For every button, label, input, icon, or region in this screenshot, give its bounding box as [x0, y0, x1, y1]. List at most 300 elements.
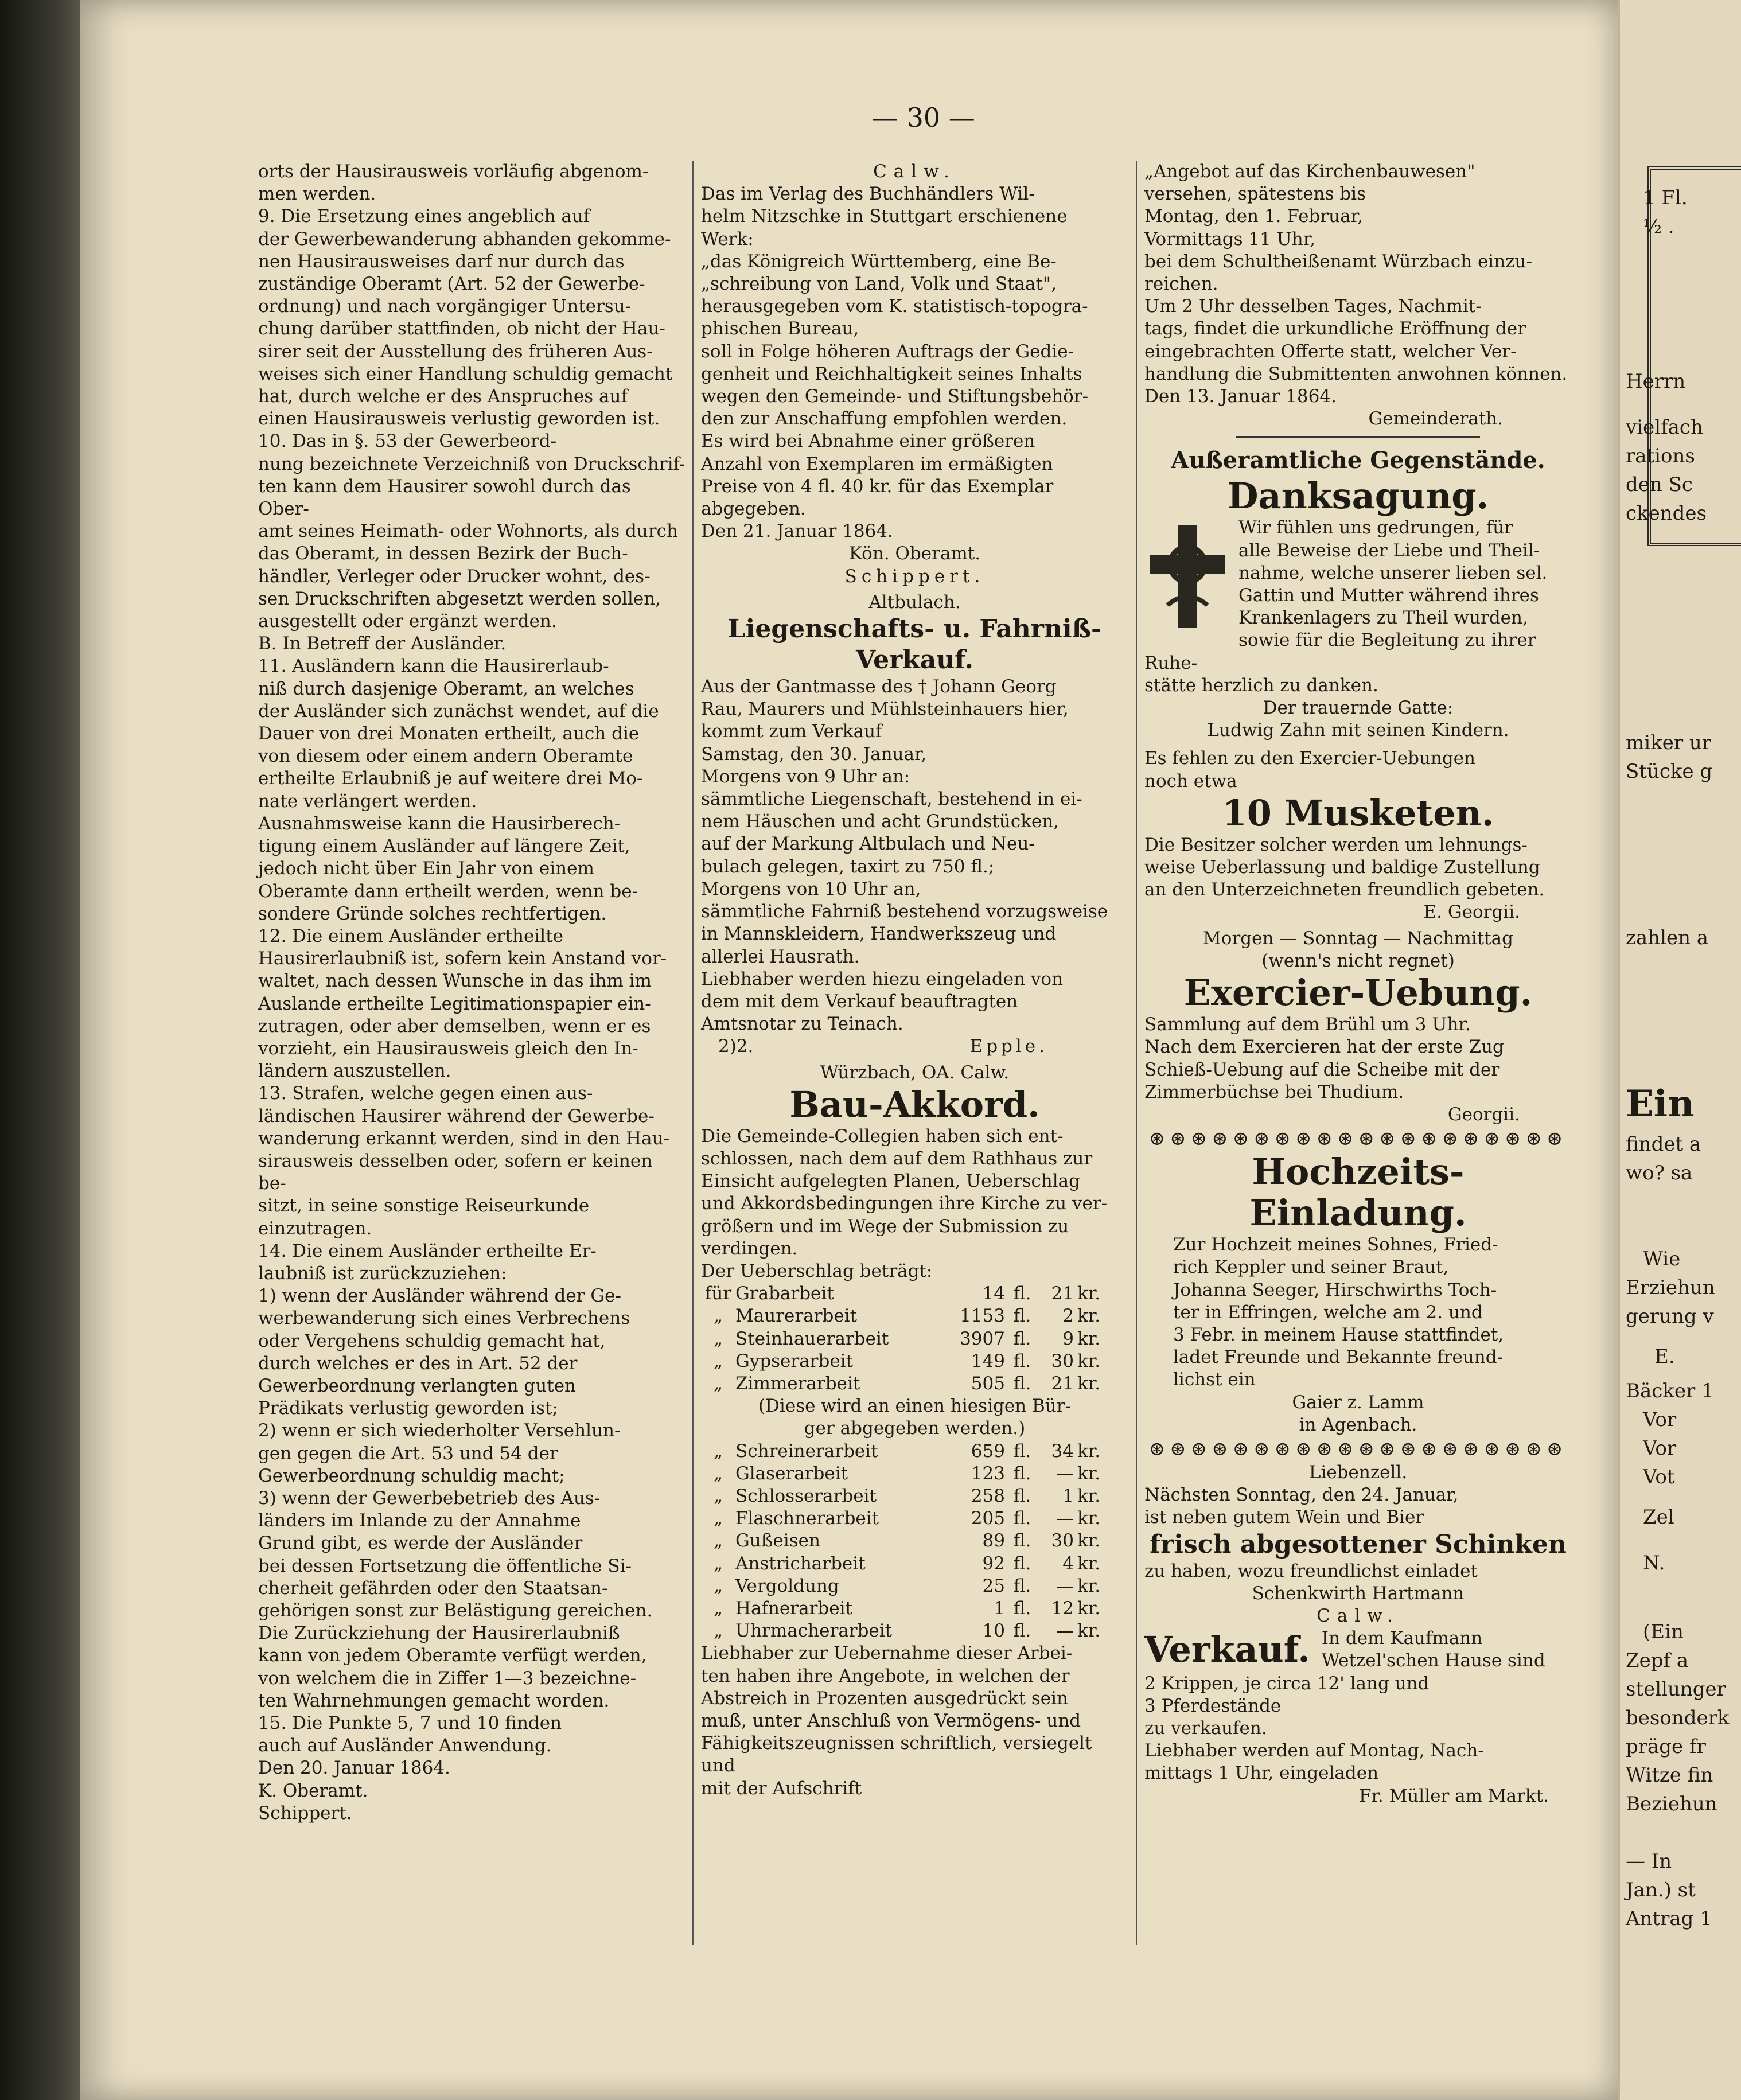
text-line: Gewerbeordnung schuldig macht; [258, 1465, 565, 1486]
text-line: ten kann dem Hausirer sowohl durch das Ober- [258, 476, 631, 520]
text-line: Nächsten Sonntag, den 24. Januar, [1144, 1485, 1459, 1506]
wuerzbach-notice-text [701, 1125, 1128, 1283]
cost-item: Grabarbeit [735, 1283, 834, 1304]
adjacent-text-fragment: Erziehun [1626, 1276, 1715, 1299]
adjacent-text-fragment: (Ein [1643, 1620, 1684, 1643]
text-line: „das Königreich Württemberg, eine Be- [701, 251, 1057, 272]
musketen-text [1144, 834, 1572, 902]
wuerzbach-title: Bau-Akkord. [789, 1083, 1040, 1125]
cost-item: Vergoldung [735, 1575, 839, 1596]
text-line: Auslande ertheilte Legitimationspapier ein- [258, 993, 651, 1014]
text-line: 2) wenn er sich wiederholter Versehlun- [258, 1420, 621, 1441]
cost-prefix: „ [713, 1575, 723, 1596]
cost-prefix: „ [713, 1440, 723, 1462]
unit-fl: fl. [1013, 1598, 1031, 1619]
text-line: Liebhaber werden hiezu eingeladen von [701, 968, 1064, 989]
adjacent-text-fragment: Witze fin [1626, 1764, 1713, 1787]
text-line: Gewerbeordnung verlangten guten [258, 1375, 577, 1396]
text-line: chung darüber stattfinden, ob nicht der Hau- [258, 318, 665, 340]
text-line: sen Druckschriften abgesetzt werden sollen, [258, 588, 661, 609]
cost-gulden: 505 [971, 1373, 1005, 1394]
cost-kreuzer: 9 [1062, 1328, 1074, 1349]
cost-row [701, 1283, 1128, 1305]
column-2 [701, 161, 1128, 1800]
text-line: und Akkordsbedingungen ihre Kirche zu ver- [701, 1193, 1108, 1214]
text-line: zuständige Oberamt (Art. 52 der Gewerbe- [258, 274, 645, 295]
text-line: Den 21. Januar 1864. [701, 521, 893, 542]
cost-gulden: 659 [971, 1440, 1005, 1462]
verkauf-title: Verkauf. [1144, 1628, 1310, 1671]
cost-gulden: 25 [982, 1575, 1005, 1596]
text-line: niß durch dasjenige Oberamt, an welches [258, 678, 634, 699]
text-line: tigung einem Ausländer auf längere Zeit, [258, 836, 630, 857]
text-line: 12. Die einem Ausländer ertheilte [258, 925, 563, 946]
cost-row [701, 1553, 1128, 1575]
adjacent-text-fragment: vielfach [1626, 416, 1703, 439]
cost-row [701, 1463, 1128, 1485]
text-line: Rau, Maurers und Mühlsteinhauers hier, [701, 699, 1069, 720]
adjacent-text-fragment: Antrag 1 [1626, 1907, 1712, 1930]
cost-gulden: 89 [982, 1530, 1005, 1552]
cost-prefix: „ [713, 1598, 723, 1619]
adjacent-text-fragment: 1 Fl. [1643, 186, 1688, 209]
text-line: eingebrachten Offerte statt, welcher Ver- [1144, 341, 1517, 362]
column-rule-1 [692, 161, 694, 1945]
text-line: Das im Verlag des Buchhändlers Wil- [701, 184, 1035, 205]
calw-signature-office: Kön. Oberamt. [848, 543, 981, 564]
text-line: 2 Krippen, je circa 12' lang und [1144, 1673, 1430, 1694]
text-line: ertheilte Erlaubniß je auf weitere drei Mo- [258, 768, 643, 789]
cost-row [701, 1440, 1128, 1463]
text-line: Vormittags 11 Uhr, [1144, 228, 1315, 250]
text-line: amt seines Heimath- oder Wohnorts, als durch [258, 521, 678, 542]
text-line: rich Keppler und seiner Braut, [1173, 1257, 1449, 1278]
text-line: ist neben gutem Wein und Bier [1144, 1507, 1424, 1528]
text-line: werbewanderung sich eines Verbrechens [258, 1308, 630, 1329]
wuerzbach-notice-text-2 [701, 1642, 1128, 1799]
cost-row [701, 1373, 1128, 1395]
text-line: den zur Anschaffung empfohlen werden. [701, 408, 1068, 430]
text-line: Johanna Seeger, Hirschwirths Toch- [1173, 1279, 1497, 1300]
unit-fl: fl. [1013, 1530, 1031, 1552]
text-line: Wetzel'schen Hause sind [1321, 1650, 1545, 1672]
unit-fl: fl. [1013, 1306, 1031, 1327]
unit-fl: fl. [1013, 1373, 1031, 1394]
unit-fl: fl. [1013, 1508, 1031, 1529]
text-line: dem mit dem Verkauf beauftragten [701, 991, 1018, 1012]
text-line: an den Unterzeichneten freundlich gebeten. [1144, 879, 1545, 901]
text-line: abgegeben. [701, 498, 806, 520]
text-line: men werden. [258, 184, 376, 205]
text-line: Amtsnotar zu Teinach. [701, 1014, 903, 1035]
text-line: Zimmerbüchse bei Thudium. [1144, 1081, 1404, 1102]
cost-kreuzer: 1 [1062, 1485, 1074, 1506]
text-line: verdingen. [701, 1238, 798, 1259]
adjacent-text-fragment: Wie [1643, 1248, 1681, 1271]
text-line: „schreibung von Land, Volk und Staat", [701, 274, 1057, 295]
unit-fl: fl. [1013, 1328, 1031, 1349]
text-line: Aus der Gantmasse des † Johann Georg [701, 676, 1057, 698]
text-line: B. In Betreff der Ausländer. [258, 633, 507, 654]
text-line: Fähigkeitszeugnissen schriftlich, versiegelt und [701, 1733, 1092, 1776]
text-line: 9. Die Ersetzung eines angeblich auf [258, 206, 590, 227]
text-line: orts der Hausirausweis vorläufig abgenom- [258, 161, 649, 182]
danksagung-signature-1: Der trauernde Gatte: [1263, 698, 1454, 719]
text-line: soll in Folge höheren Auftrags der Gedie- [701, 341, 1074, 362]
memorial-cross-icon [1144, 519, 1230, 634]
cost-item: Gypserarbeit [735, 1350, 854, 1372]
adjacent-text-fragment: E. [1654, 1345, 1675, 1368]
adjacent-text-fragment: gerung v [1626, 1305, 1714, 1328]
text-line: Es wird bei Abnahme einer größeren [701, 431, 1035, 452]
text-line: gehörigen sonst zur Belästigung gereichen. [258, 1600, 653, 1621]
text-line: auf der Markung Altbulach und Neu- [701, 833, 1035, 855]
text-line: von welchem die in Ziffer 1—3 bezeichne- [258, 1667, 637, 1689]
cost-row [701, 1620, 1128, 1642]
verkauf-place: Calw. [1317, 1605, 1400, 1626]
cost-row [701, 1485, 1128, 1507]
altbulach-notice-text [701, 676, 1128, 1035]
cost-gulden: 205 [971, 1508, 1005, 1529]
cost-prefix: „ [713, 1553, 723, 1574]
text-line: herausgegeben vom K. statistisch-topogra- [701, 296, 1088, 317]
page-number: — 30 — [872, 102, 975, 133]
text-line: Morgens von 10 Uhr an, [701, 878, 921, 899]
text-line: oder Vergehens schuldig gemacht hat, [258, 1330, 606, 1351]
adjacent-text-fragment: wo? sa [1626, 1162, 1693, 1185]
cost-kreuzer: 4 [1062, 1553, 1074, 1574]
text-line: ter in Effringen, welche am 2. und [1173, 1302, 1483, 1323]
text-line: Wir fühlen uns gedrungen, für [1238, 517, 1513, 539]
text-line: Schieß-Uebung auf die Scheibe mit der [1144, 1059, 1500, 1080]
text-line: bei dem Schultheißenamt Würzbach einzu- [1144, 251, 1532, 272]
text-line: ländern auszustellen. [258, 1061, 451, 1082]
column-rule-2 [1136, 161, 1137, 1945]
calw-heading: Calw. [873, 161, 956, 182]
hochzeit-text [1144, 1234, 1572, 1391]
text-line: Morgen — Sonntag — Nachmittag [1203, 928, 1513, 949]
text-line: Die Besitzer solcher werden um lehnungs- [1144, 834, 1528, 855]
adjacent-text-fragment: präge fr [1626, 1735, 1706, 1758]
text-line: helm Nitzschke in Stuttgart erschienene [701, 206, 1068, 227]
text-line: Oberamte dann ertheilt werden, wenn be- [258, 880, 638, 902]
cost-gulden: 258 [971, 1485, 1005, 1506]
cost-item: Schlosserarbeit [735, 1485, 877, 1506]
unit-kr: kr. [1077, 1440, 1101, 1462]
unit-kr: kr. [1077, 1283, 1101, 1304]
liebenzell-text [1144, 1484, 1572, 1529]
cost-prefix: „ [713, 1620, 723, 1642]
cost-table-continued [701, 1440, 1128, 1643]
text-line: ordnung) und nach vorgängiger Untersu- [258, 296, 632, 317]
text-line: kommt zum Verkauf [701, 721, 882, 742]
cost-item: Glaserarbeit [735, 1463, 848, 1484]
cost-kreuzer: 30 [1051, 1350, 1074, 1372]
adjacent-text-fragment: Jan.) st [1626, 1879, 1696, 1902]
text-line: Die Gemeinde-Collegien haben sich ent- [701, 1125, 1064, 1147]
danksagung-signature-2: Ludwig Zahn mit seinen Kindern. [1207, 720, 1509, 741]
text-line: das Oberamt, in dessen Bezirk der Buch- [258, 543, 628, 564]
text-line: Werk: [701, 228, 754, 250]
danksagung-title: Danksagung. [1227, 475, 1489, 517]
ornament-border-bottom: ⊛⊛⊛⊛⊛⊛⊛⊛⊛⊛⊛⊛⊛⊛⊛⊛⊛⊛⊛⊛ [1148, 1437, 1568, 1460]
adjacent-text-fragment: zahlen a [1626, 926, 1709, 949]
musketen-intro [1144, 747, 1572, 792]
adjacent-page [1618, 0, 1741, 2100]
unit-fl: fl. [1013, 1553, 1031, 1574]
text-line: Prädikats verlustig geworden ist; [258, 1398, 558, 1419]
cost-item: Zimmerarbeit [735, 1373, 860, 1394]
cost-gulden: 1 [994, 1598, 1005, 1619]
adjacent-text-fragment: — In [1626, 1850, 1672, 1873]
text-line: einen Hausirausweis verlustig geworden ist. [258, 408, 660, 430]
text-line: händler, Verleger oder Drucker wohnt, des- [258, 566, 651, 587]
cost-item: Maurerarbeit [735, 1306, 858, 1327]
adjacent-text-fragment: Zel [1643, 1506, 1674, 1529]
text-line: ausgestellt oder ergänzt werden. [258, 611, 557, 632]
text-line: Morgens von 9 Uhr an: [701, 766, 910, 787]
verkauf-header [1144, 1627, 1572, 1672]
adjacent-text-fragment: besonderk [1626, 1707, 1730, 1729]
text-line: Abstreich in Prozenten ausgedrückt sein [701, 1688, 1068, 1709]
wuerzbach-notice-continued [1144, 161, 1572, 408]
text-line: ladet Freunde und Bekannte freund- [1173, 1347, 1504, 1368]
text-line: Montag, den 1. Februar, [1144, 206, 1363, 227]
altbulach-sig-left: 2)2. [718, 1036, 754, 1057]
text-line: weises sich einer Handlung schuldig gemacht [258, 363, 673, 384]
exercier-signature: Georgii. [1447, 1104, 1520, 1125]
column-3 [1144, 161, 1572, 1807]
text-line: phischen Bureau, [701, 318, 859, 340]
text-line: sondere Gründe solches rechtfertigen. [258, 903, 607, 924]
cost-gulden: 123 [971, 1463, 1005, 1484]
text-line: in Mannskleidern, Handwerkszeug und [701, 924, 1057, 945]
ornament-border-top: ⊛⊛⊛⊛⊛⊛⊛⊛⊛⊛⊛⊛⊛⊛⊛⊛⊛⊛⊛⊛ [1148, 1127, 1568, 1151]
text-line: Sammlung auf dem Brühl um 3 Uhr. [1144, 1014, 1471, 1035]
exercier-title: Exercier-Uebung. [1183, 972, 1533, 1014]
cost-item: Uhrmacherarbeit [735, 1620, 893, 1642]
unit-kr: kr. [1077, 1350, 1101, 1372]
musketen-signature: E. Georgii. [1423, 902, 1520, 923]
text-line: nahme, welche unserer lieben sel. [1238, 562, 1548, 583]
text-line: Der Ueberschlag beträgt: [701, 1260, 933, 1281]
unit-fl: fl. [1013, 1283, 1031, 1304]
text-line: stätte herzlich zu danken. [1144, 675, 1378, 696]
text-line: nate verlängert werden. [258, 790, 477, 812]
text-line: auch auf Ausländer Anwendung. [258, 1735, 552, 1756]
text-line: 15. Die Punkte 5, 7 und 10 finden [258, 1713, 562, 1734]
altbulach-place: Altbulach. [868, 591, 961, 613]
liebenzell-place: Liebenzell. [1308, 1462, 1408, 1483]
cost-prefix: „ [713, 1373, 723, 1394]
text-line: Die Zurückziehung der Hausirerlaubniß [258, 1623, 620, 1644]
text-line: wegen den Gemeinde- und Stiftungsbehör- [701, 386, 1089, 407]
text-line: Zur Hochzeit meines Sohnes, Fried- [1173, 1234, 1498, 1256]
text-line: schlossen, nach dem auf dem Rathhaus zur [701, 1148, 1093, 1169]
unit-kr: kr. [1077, 1485, 1101, 1506]
adjacent-text-fragment: Stücke g [1626, 760, 1713, 783]
musketen-title: 10 Musketen. [1222, 792, 1494, 834]
adjacent-text-fragment: ckendes [1626, 502, 1707, 525]
text-line: Dauer von drei Monaten ertheilt, auch die [258, 723, 640, 745]
cost-gulden: 3907 [960, 1328, 1005, 1349]
text-line: der Ausländer sich zunächst wendet, auf die [258, 700, 659, 722]
cost-kreuzer: — [1056, 1508, 1074, 1529]
text-line: sämmtliche Liegenschaft, bestehend in ei- [701, 789, 1082, 810]
adjacent-text-fragment: Vot [1643, 1466, 1675, 1489]
unit-kr: kr. [1077, 1463, 1101, 1484]
text-line: (Diese wird an einen hiesigen Bür- [758, 1396, 1072, 1417]
text-line: ten Wahrnehmungen gemacht worden. [258, 1690, 610, 1711]
unit-fl: fl. [1013, 1350, 1031, 1372]
cost-prefix: für [704, 1283, 732, 1304]
unit-fl: fl. [1013, 1463, 1031, 1484]
cost-gulden: 10 [982, 1620, 1005, 1642]
text-line: Gattin und Mutter während ihres [1238, 585, 1539, 606]
text-line: sämmtliche Fahrniß bestehend vorzugsweise [701, 901, 1108, 922]
adjacent-text-fragment: Beziehun [1626, 1793, 1717, 1815]
text-line: sitzt, in seine sonstige Reiseurkunde einzutragen. [258, 1195, 590, 1239]
text-line: sirausweis desselben oder, sofern er keinen be- [258, 1150, 653, 1194]
unit-fl: fl. [1013, 1575, 1031, 1596]
text-line: Schippert. [258, 1802, 352, 1824]
text-line: cherheit gefährden oder den Staatsan- [258, 1577, 608, 1599]
text-line: Anzahl von Exemplaren im ermäßigten [701, 453, 1053, 474]
danksagung-block [1144, 517, 1572, 697]
text-line: mittags 1 Uhr, eingeladen [1144, 1763, 1379, 1784]
text-line: handlung die Submittenten anwohnen können. [1144, 363, 1568, 384]
text-line: lichst ein [1173, 1369, 1256, 1390]
cost-prefix: „ [713, 1508, 723, 1529]
adjacent-text-fragment: findet a [1626, 1133, 1701, 1156]
adjacent-text-fragment: ½ . [1643, 215, 1674, 238]
verkauf-side-text [1322, 1627, 1545, 1672]
text-line: 3 Febr. in meinem Hause stattfindet, [1173, 1324, 1504, 1345]
adjacent-text-fragment: Vor [1643, 1437, 1677, 1460]
unit-kr: kr. [1077, 1328, 1101, 1349]
text-line: nem Häuschen und acht Grundstücken, [701, 811, 1060, 832]
adjacent-text-fragment: Herrn [1626, 370, 1686, 393]
text-line: Ausnahmsweise kann die Hausirberech- [258, 813, 621, 834]
text-line: Den 20. Januar 1864. [258, 1758, 450, 1779]
cost-prefix: „ [713, 1306, 723, 1327]
text-line: 3) wenn der Gewerbebetrieb des Aus- [258, 1487, 601, 1509]
text-line: Einsicht aufgelegten Planen, Ueberschlag [701, 1171, 1081, 1192]
cost-kreuzer: — [1056, 1620, 1074, 1642]
text-line: durch welches er des in Art. 52 der [258, 1353, 578, 1374]
text-line: größern und im Wege der Submission zu [701, 1215, 1069, 1237]
text-line: zu haben, wozu freundlichst einladet [1144, 1560, 1478, 1581]
text-line: jedoch nicht über Ein Jahr von einem [258, 858, 594, 879]
altbulach-title: Liegenschafts- u. Fahrniß-Verkauf. [727, 614, 1102, 675]
cost-gulden: 149 [971, 1350, 1005, 1372]
cost-kreuzer: 12 [1051, 1598, 1074, 1619]
text-line: waltet, nach dessen Wunsche in das ihm im [258, 971, 652, 992]
cost-table [701, 1283, 1128, 1395]
text-line: Um 2 Uhr desselben Tages, Nachmit- [1144, 296, 1482, 317]
text-line: Grund gibt, es werde der Ausländer [258, 1533, 583, 1554]
cost-item: Gußeisen [735, 1530, 820, 1552]
text-line: Es fehlen zu den Exercier-Uebungen [1144, 748, 1476, 769]
text-line: wanderung erkannt werden, sind in den Hau- [258, 1128, 670, 1149]
hochzeit-signature-2: in Agenbach. [1299, 1414, 1417, 1435]
unit-fl: fl. [1013, 1620, 1031, 1642]
text-line: versehen, spätestens bis [1144, 184, 1366, 205]
cost-kreuzer: 30 [1051, 1530, 1074, 1552]
cost-row [701, 1328, 1128, 1350]
text-line: laubniß ist zurückzuziehen: [258, 1263, 507, 1284]
verkauf-text [1144, 1673, 1572, 1785]
calw-notice-text [701, 183, 1128, 543]
text-line: 1) wenn der Ausländer während der Ge- [258, 1285, 621, 1307]
text-line: ger abgegeben werden.) [804, 1418, 1026, 1439]
exercier-intro [1144, 928, 1572, 972]
cost-table-note [701, 1395, 1128, 1440]
cost-kreuzer: 2 [1062, 1306, 1074, 1327]
cost-prefix: „ [713, 1485, 723, 1506]
text-line: Liebhaber zur Uebernahme dieser Arbei- [701, 1643, 1073, 1664]
text-line: vorzieht, ein Hausirausweis gleich den In- [258, 1038, 638, 1059]
section-heading: Außeramtliche Gegenstände. [1171, 447, 1545, 474]
cost-item: Schreinerarbeit [735, 1440, 878, 1462]
adjacent-text-fragment: miker ur [1626, 731, 1712, 754]
hochzeit-signature-1: Gaier z. Lamm [1292, 1392, 1424, 1413]
text-line: In dem Kaufmann [1321, 1628, 1483, 1649]
cost-prefix: „ [713, 1350, 723, 1372]
text-line: gen gegen die Art. 53 und 54 der [258, 1443, 558, 1464]
text-line: tags, findet die urkundliche Eröffnung der [1144, 318, 1526, 340]
calw-signature-name: Schippert. [844, 566, 985, 587]
text-line: 13. Strafen, welche gegen einen aus- [258, 1083, 593, 1104]
text-line: ten haben ihre Angebote, in welchen der [701, 1665, 1070, 1686]
cost-row [701, 1507, 1128, 1530]
cost-prefix: „ [713, 1328, 723, 1349]
cost-kreuzer: — [1056, 1463, 1074, 1484]
verkauf-signature: Fr. Müller am Markt. [1358, 1785, 1549, 1806]
cost-item: Anstricharbeit [735, 1553, 866, 1574]
adjacent-text-fragment: Bäcker 1 [1626, 1380, 1714, 1402]
altbulach-sig-right: Epple. [969, 1036, 1048, 1057]
text-line: allerlei Hausrath. [701, 946, 860, 967]
text-line: Samstag, den 30. Januar, [701, 743, 927, 765]
adjacent-text-fragment: den Sc [1626, 473, 1693, 496]
cost-gulden: 14 [982, 1283, 1005, 1304]
text-line: (wenn's nicht regnet) [1261, 950, 1455, 971]
liebenzell-signature: Schenkwirth Hartmann [1252, 1583, 1465, 1604]
text-line: nung bezeichnete Verzeichniß von Druckschrif- [258, 453, 686, 474]
hochzeit-title: Hochzeits-Einladung. [1249, 1151, 1467, 1234]
text-line: sirer seit der Ausstellung des früheren Aus- [258, 341, 653, 362]
cost-kreuzer: 21 [1051, 1373, 1074, 1394]
cost-row [701, 1530, 1128, 1552]
text-line: 11. Ausländern kann die Hausirerlaub- [258, 656, 609, 677]
text-line: Liebhaber werden auf Montag, Nach- [1144, 1740, 1484, 1762]
cost-prefix: „ [713, 1530, 723, 1552]
unit-kr: kr. [1077, 1620, 1101, 1642]
unit-kr: kr. [1077, 1508, 1101, 1529]
liebenzell-title: frisch abgesottener Schinken [1150, 1529, 1567, 1559]
liebenzell-text-2 [1144, 1560, 1572, 1583]
text-line: Hausirerlaubniß ist, sofern kein Anstand vor- [258, 948, 667, 969]
adjacent-text-fragment: Zepf a [1626, 1649, 1689, 1672]
exercier-text [1144, 1014, 1572, 1104]
text-line: von diesem oder einem andern Oberamte [258, 746, 633, 767]
text-line: Krankenlagers zu Theil wurden, [1238, 607, 1528, 629]
cost-prefix: „ [713, 1463, 723, 1484]
cost-item: Hafnerarbeit [735, 1598, 852, 1619]
text-line: weise Ueberlassung und baldige Zustellung [1144, 857, 1540, 878]
text-line: 10. Das in §. 53 der Gewerbeord- [258, 431, 557, 452]
